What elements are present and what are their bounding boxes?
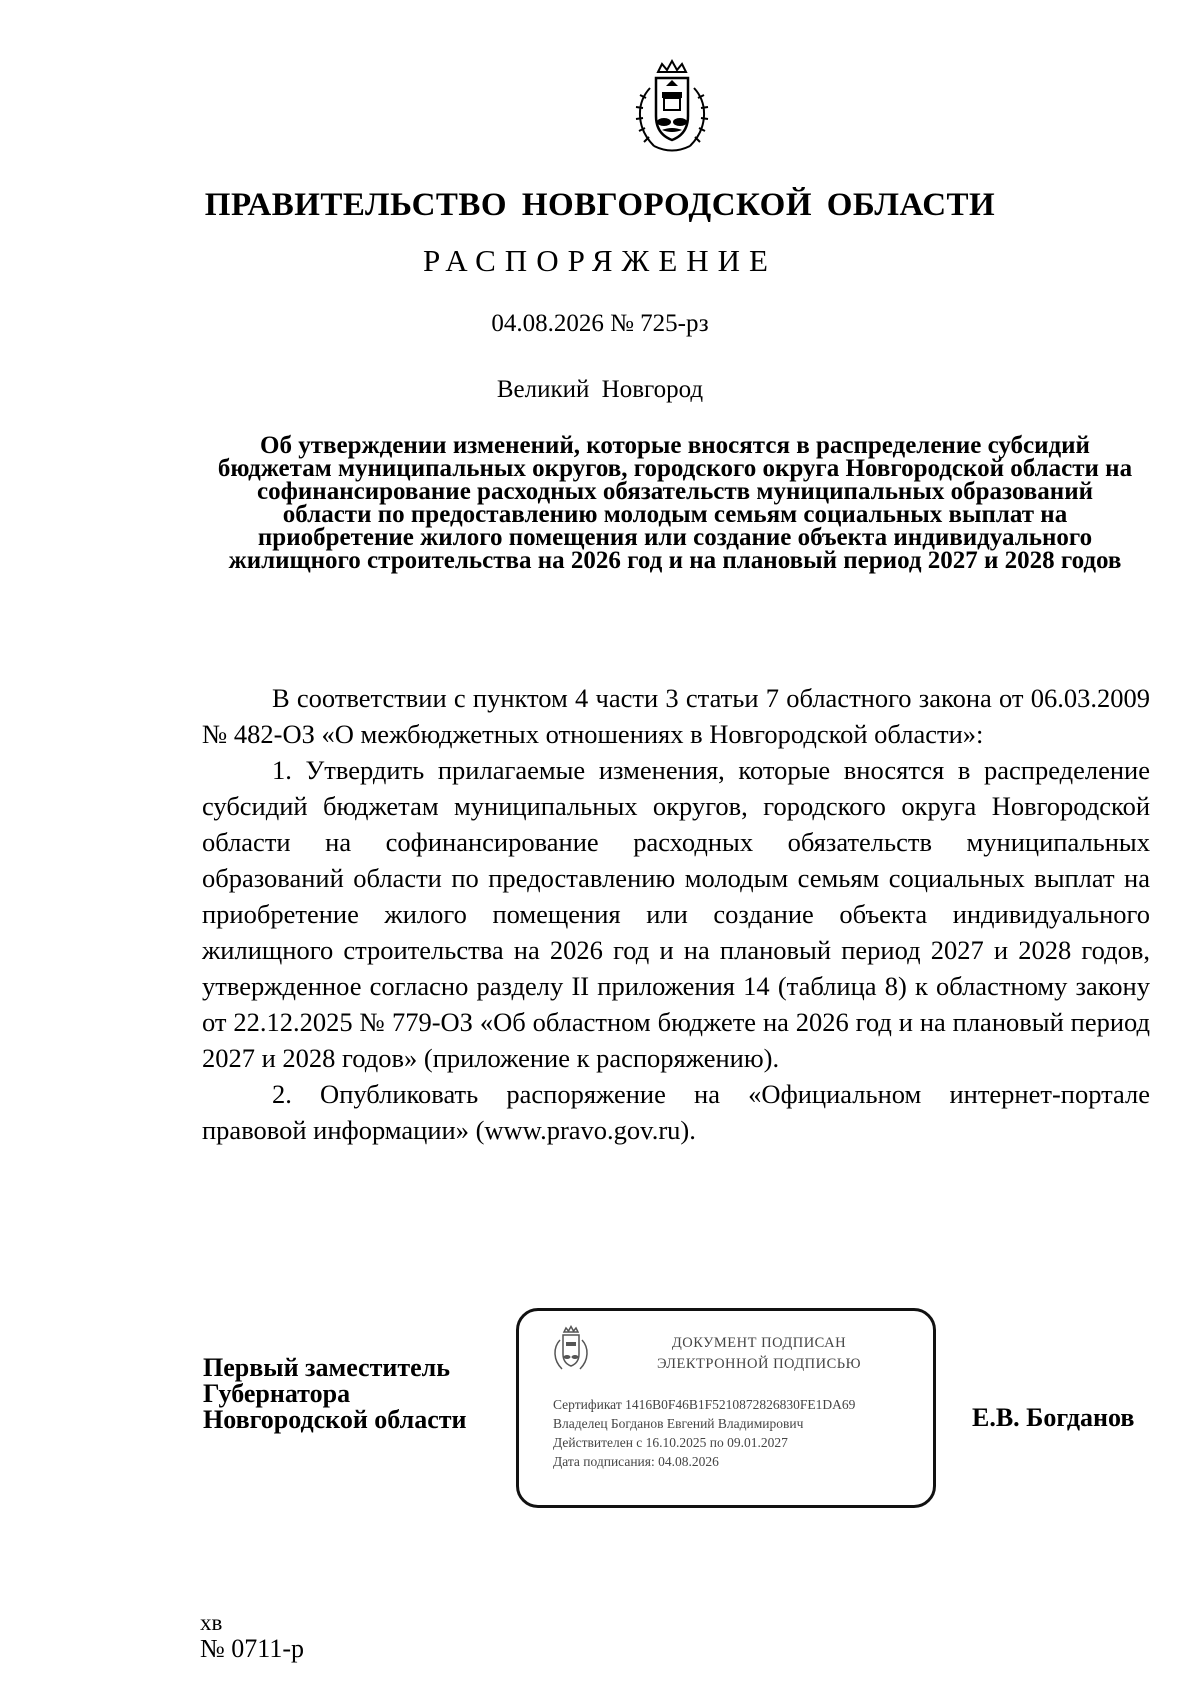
footer [200,1610,304,1662]
internal-number: № 0711-р [200,1634,304,1663]
stamp-certificate: Сертификат 1416B0F46B1F5210872826830FE1DA69 [553,1397,856,1412]
signer-position-line: Новгородской области [203,1405,467,1434]
signer-position-line: Губернатора [203,1379,351,1408]
stamp-signed-date: Дата подписания: 04.08.2026 [553,1454,719,1469]
stamp-validity: Действителен с 16.10.2025 по 09.01.2027 [553,1435,788,1450]
stamp-title-line: ЭЛЕКТРОННОЙ ПОДПИСЬЮ [656,1356,862,1372]
stamp-title-line: ДОКУМЕНТ ПОДПИСАН [671,1335,847,1351]
city: Великий Новгород [496,376,704,403]
document-subject: Об утверждении изменений, которые вносятся в распределение субсидий бюджетам муниципальных округов, городского округа Новгородской области на софинансирование расходных обязательств муниципальных образований области по предоставлению молодым семьям социальных выплат на приобретение жилого помещения или создание объекта индивидуального жилищного строительства на 2026 год и на плановый период 2027 и 2028 годов [217,432,1133,574]
organization-title: ПРАВИТЕЛЬСТВО НОВГОРОДСКОЙ ОБЛАСТИ [204,187,996,223]
electronic-signature-stamp [516,1308,936,1508]
document-body [202,680,1150,1148]
item-1: 1. Утвердить прилагаемые изменения, которые вносятся в распределение субсидий бюджетам муниципальных округов, городского округа Новгородской области на софинансирование расходных обязательств муниципальных образований области по предоставлению молодым семьям социальных выплат на приобретение жилого помещения или создание объекта индивидуального жилищного строительства на 2026 год и на плановый период 2027 и 2028 годов, утвержденное согласно разделу II приложения 14 (таблица 8) к областному закону от 22.12.2025 № 779-ОЗ «Об областном бюджете на 2026 год и на плановый период 2027 и 2028 годов» (приложение к распоряжению). [202,755,1150,1073]
stamp-emblem-icon [549,1325,593,1375]
document-number: 04.08.2026 № 725-рз [491,310,709,337]
signer-position [203,1355,493,1433]
stamp-details [553,1395,933,1471]
executor-initials: хв [200,1610,223,1635]
signer-name: Е.В. Богданов [972,1403,1135,1432]
preamble: В соответствии с пунктом 4 части 3 статьи 7 областного закона от 06.03.2009 № 482-ОЗ «О межбюджетных отношениях в Новгородской области»: [202,683,1150,749]
stamp-title [609,1333,909,1375]
stamp-owner: Владелец Богданов Евгений Владимирович [553,1416,804,1431]
coat-of-arms-icon [628,58,716,158]
document-type: РАСПОРЯЖЕНИЕ [423,243,777,278]
item-2: 2. Опубликовать распоряжение на «Официальном интернет-портале правовой информации» (www.pravo.gov.ru). [202,1079,1150,1145]
signer-position-line: Первый заместитель [203,1353,450,1382]
